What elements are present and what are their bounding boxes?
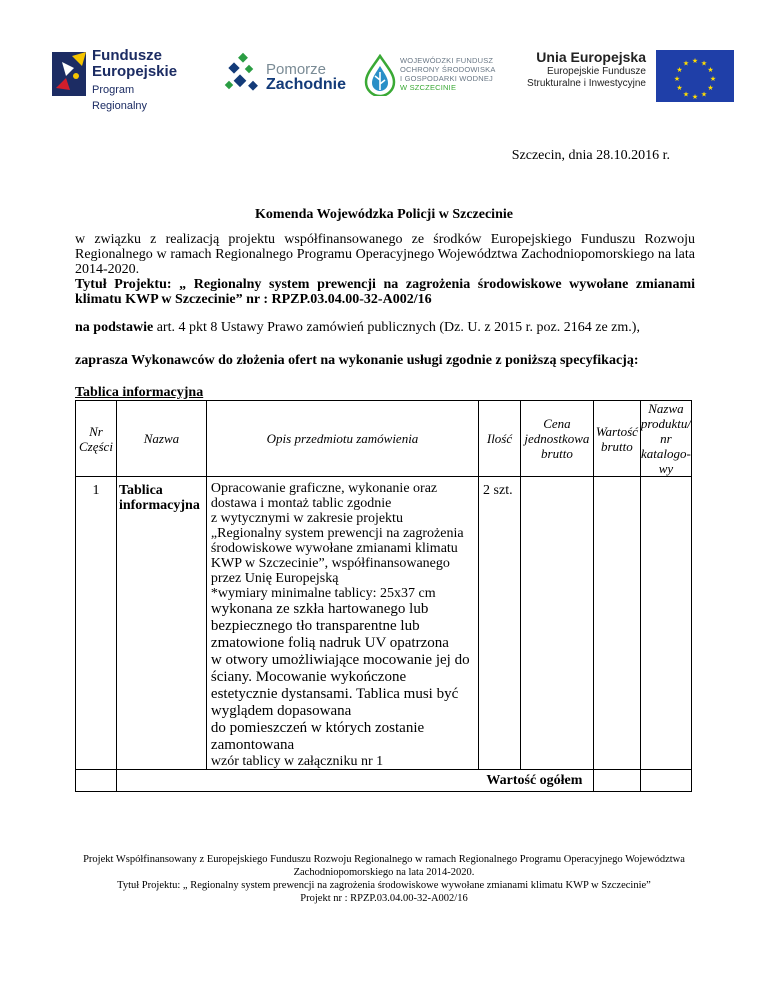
opis-line: zmatowione folią nadruk UV opatrzona [210, 635, 449, 651]
opis-line: ściany. Mocowanie wykończone [210, 669, 407, 685]
header-nazwa: Nazwa [116, 401, 206, 477]
svg-text:★: ★ [682, 90, 690, 99]
cell-ilosc: 2 szt. [479, 477, 521, 770]
fundusze-europejskie-emblem-icon [52, 48, 90, 98]
table-title: Tablica informacyjna [75, 385, 204, 400]
footer-line: Projekt nr : RPZP.03.04.00-32-A002/16 [300, 893, 468, 904]
water-drop-icon [362, 54, 398, 96]
opis-line: estetycznie dystansami. Tablica musi być [210, 686, 459, 702]
header-produkt: Nazwa produktu/ nr katalogo- wy [640, 401, 691, 476]
svg-text:★: ★ [709, 75, 717, 83]
header-nr: Nr Części [76, 401, 117, 477]
table-row [76, 477, 692, 770]
opis-line: wyglądem dopasowana [210, 703, 352, 719]
legal-basis [75, 320, 695, 335]
cell-wartosc [593, 477, 640, 770]
unia-europejska-logo [526, 48, 736, 104]
total-wartosc [593, 770, 640, 792]
cell-opis [206, 477, 478, 770]
eu-flag-icon [656, 50, 734, 102]
header-cena: Cena jednostkowa brutto [520, 401, 593, 477]
opis-line: wzór tablicy w załączniku nr 1 [210, 754, 384, 769]
svg-text:★: ★ [691, 57, 699, 65]
svg-text:★: ★ [700, 90, 708, 99]
cell-produkt [640, 477, 691, 770]
wfosigw-logo [362, 54, 512, 104]
total-label-text: Wartość ogółem [486, 772, 583, 788]
opis-line: zamontowana [210, 737, 295, 753]
opis-line: do pomieszczeń w których zostanie [210, 720, 425, 736]
opis-line: z wytycznymi w zakresie projektu [210, 511, 403, 526]
legal-basis-text: art. 4 pkt 8 Ustawy Prawo zamówień publicznych (Dz. U. z 2015 r. poz. 2164 ze zm.), [153, 320, 640, 335]
opis-line: środowiskowe wywołane zmianami klimatu [210, 541, 458, 556]
footer-line: Tytuł Projektu: „ Regionalny system prewencji na zagrożenia środowiskowe wywołane zmianami klimatu KWP w Szczecinie” [117, 880, 651, 891]
cell-nazwa: Tablica informacyjna [116, 477, 206, 770]
fundusze-europejskie-logo [52, 47, 192, 112]
header-wartosc: Wartość brutto [593, 401, 640, 477]
cell-cena [520, 477, 593, 770]
opis-line: dostawa i montaż tablic zgodnie [210, 496, 392, 511]
svg-text:★: ★ [700, 59, 708, 68]
header-ilosc: Ilość [479, 401, 521, 477]
opis-line: KWP w Szczecinie”, współfinansowanego [210, 556, 450, 571]
document-heading: Komenda Wojewódzka Policji w Szczecinie [255, 207, 513, 222]
opis-line: „Regionalny system prewencji na zagrożenia [210, 526, 464, 541]
opis-line: Opracowanie graficzne, wykonanie oraz [210, 481, 438, 496]
document-date: Szczecin, dnia 28.10.2016 r. [511, 148, 670, 163]
intro-paragraph [75, 232, 695, 307]
opis-line: wykonana ze szkła hartowanego lub [210, 601, 429, 617]
opis-line: przez Unię Europejską [210, 571, 339, 586]
project-title: Tytuł Projektu: „ Regionalny system prewencji na zagrożenia środowiskowe wywołane zmianami klimatu KWP w Szczecinie” nr : RPZP.03.04.00-32-A002/16 [75, 277, 695, 307]
unia-europejska-wordmark: Unia Europejska Europejskie Fundusze Strukturalne i Inwestycyjne [527, 49, 646, 89]
svg-text:★: ★ [676, 84, 683, 92]
table-header-row [76, 401, 692, 477]
page-footer [0, 853, 768, 905]
opis-line: *wymiary minimalne tablicy: 25x37 cm [210, 586, 436, 601]
pomorze-zachodnie-wordmark: Pomorze Zachodnie [266, 61, 347, 93]
total-label [116, 770, 593, 792]
svg-text:★: ★ [673, 75, 681, 83]
pomorze-zachodnie-emblem-icon [222, 52, 266, 98]
logo-bar [0, 38, 768, 112]
svg-text:★: ★ [707, 66, 714, 74]
fundusze-europejskie-wordmark: Fundusze Europejskie Program Regionalny [92, 47, 178, 112]
legal-basis-lead: na podstawie [75, 320, 154, 335]
svg-text:★: ★ [676, 66, 683, 74]
wfosigw-wordmark: WOJEWÓDZKI FUNDUSZ OCHRONY ŚRODOWISKA I GOSPODARKI WODNEJ W SZCZECINIE [400, 56, 496, 92]
opis-line: w otwory umożliwiające mocowanie jej do [210, 652, 470, 668]
invitation-text: zaprasza Wykonawców do złożenia ofert na wykonanie usługi zgodnie z poniższą specyfikacją: [75, 353, 639, 368]
svg-text:★: ★ [682, 59, 690, 68]
svg-text:★: ★ [707, 84, 714, 92]
cell-nr: 1 [76, 477, 117, 770]
total-empty-nr [76, 770, 117, 792]
footer-line: Zachodniopomorskiego na lata 2014-2020. [293, 867, 475, 878]
table-total-row [76, 770, 692, 792]
svg-text:★: ★ [691, 93, 699, 101]
header-opis: Opis przedmiotu zamówienia [206, 401, 478, 477]
footer-line: Projekt Współfinansowany z Europejskiego Funduszu Rozwoju Regionalnego w ramach Regionalnego Programu Operacyjnego Województwa [83, 854, 685, 865]
specification-table [75, 400, 692, 792]
pomorze-zachodnie-logo [222, 52, 347, 102]
opis-line: bezpiecznego tło transparentne lub [210, 618, 420, 634]
intro-text: w związku z realizacją projektu współfinansowanego ze środków Europejskiego Funduszu Rozwoju Regionalnego w ramach Regionalnego Programu Operacyjnego Województwa Zachodniopomorskiego na lata 2014-2020. [75, 232, 695, 277]
total-produkt [640, 770, 691, 792]
